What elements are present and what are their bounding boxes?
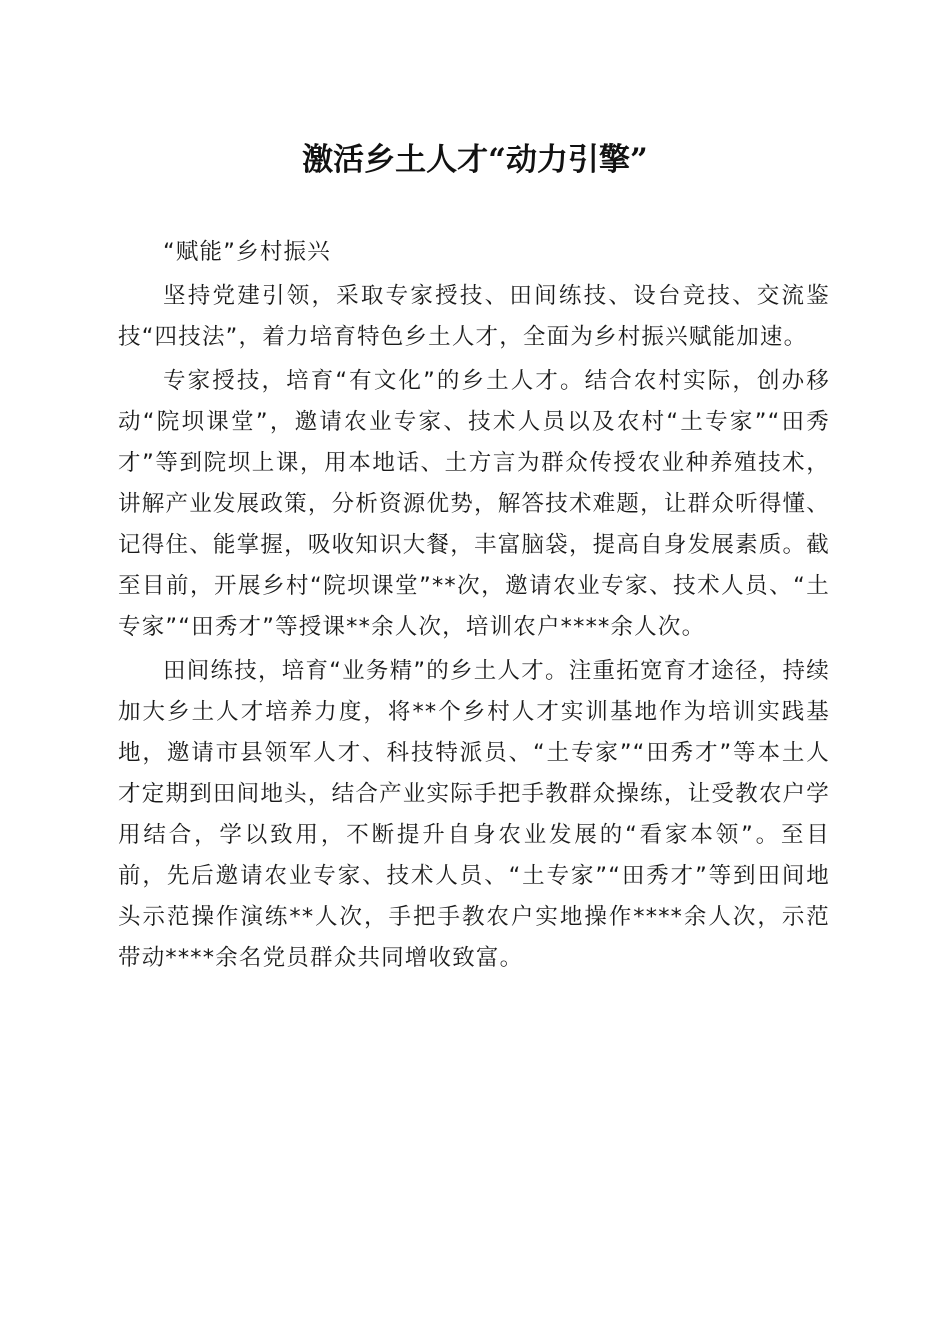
body-paragraph: 专家授技，培育“有文化”的乡土人才。结合农村实际，创办移动“院坝课堂”，邀请农业专家、技术人员以及农村“土专家”“田秀才”等到院坝上课，用本地话、土方言为群众传授农业种养殖技术，讲解产业发展政策，分析资源优势，解答技术难题，让群众听得懂、记得住、能掌握，吸收知识大餐，丰富脑袋，提高自身发展素质。截至目前，开展乡村“院坝课堂”**次，邀请农业专家、技术人员、“土专家”“田秀才”等授课**余人次，培训农户****余人次。 [118, 368, 830, 640]
body-paragraph: 坚持党建引领，采取专家授技、田间练技、设台竞技、交流鉴技“四技法”，着力培育特色乡土人才，全面为乡村振兴赋能加速。 [118, 283, 830, 350]
document-title: 激活乡土人才“动力引擎” [302, 142, 648, 178]
document-body [118, 232, 830, 982]
body-paragraph: 田间练技，培育“业务精”的乡土人才。注重拓宽育才途径，持续加大乡土人才培养力度，将**个乡村人才实训基地作为培训实践基地，邀请市县领军人才、科技特派员、“土专家”“田秀才”等本土人才定期到田间地头，结合产业实际手把手教群众操练，让受教农户学用结合，学以致用，不断提升自身农业发展的“看家本领”。至目前，先后邀请农业专家、技术人员、“土专家”“田秀才”等到田间地头示范操作演练**人次，手把手教农户实地操作****余人次，示范带动****余名党员群众共同增收致富。 [118, 658, 830, 971]
subtitle-paragraph: “赋能”乡村振兴 [163, 239, 331, 265]
